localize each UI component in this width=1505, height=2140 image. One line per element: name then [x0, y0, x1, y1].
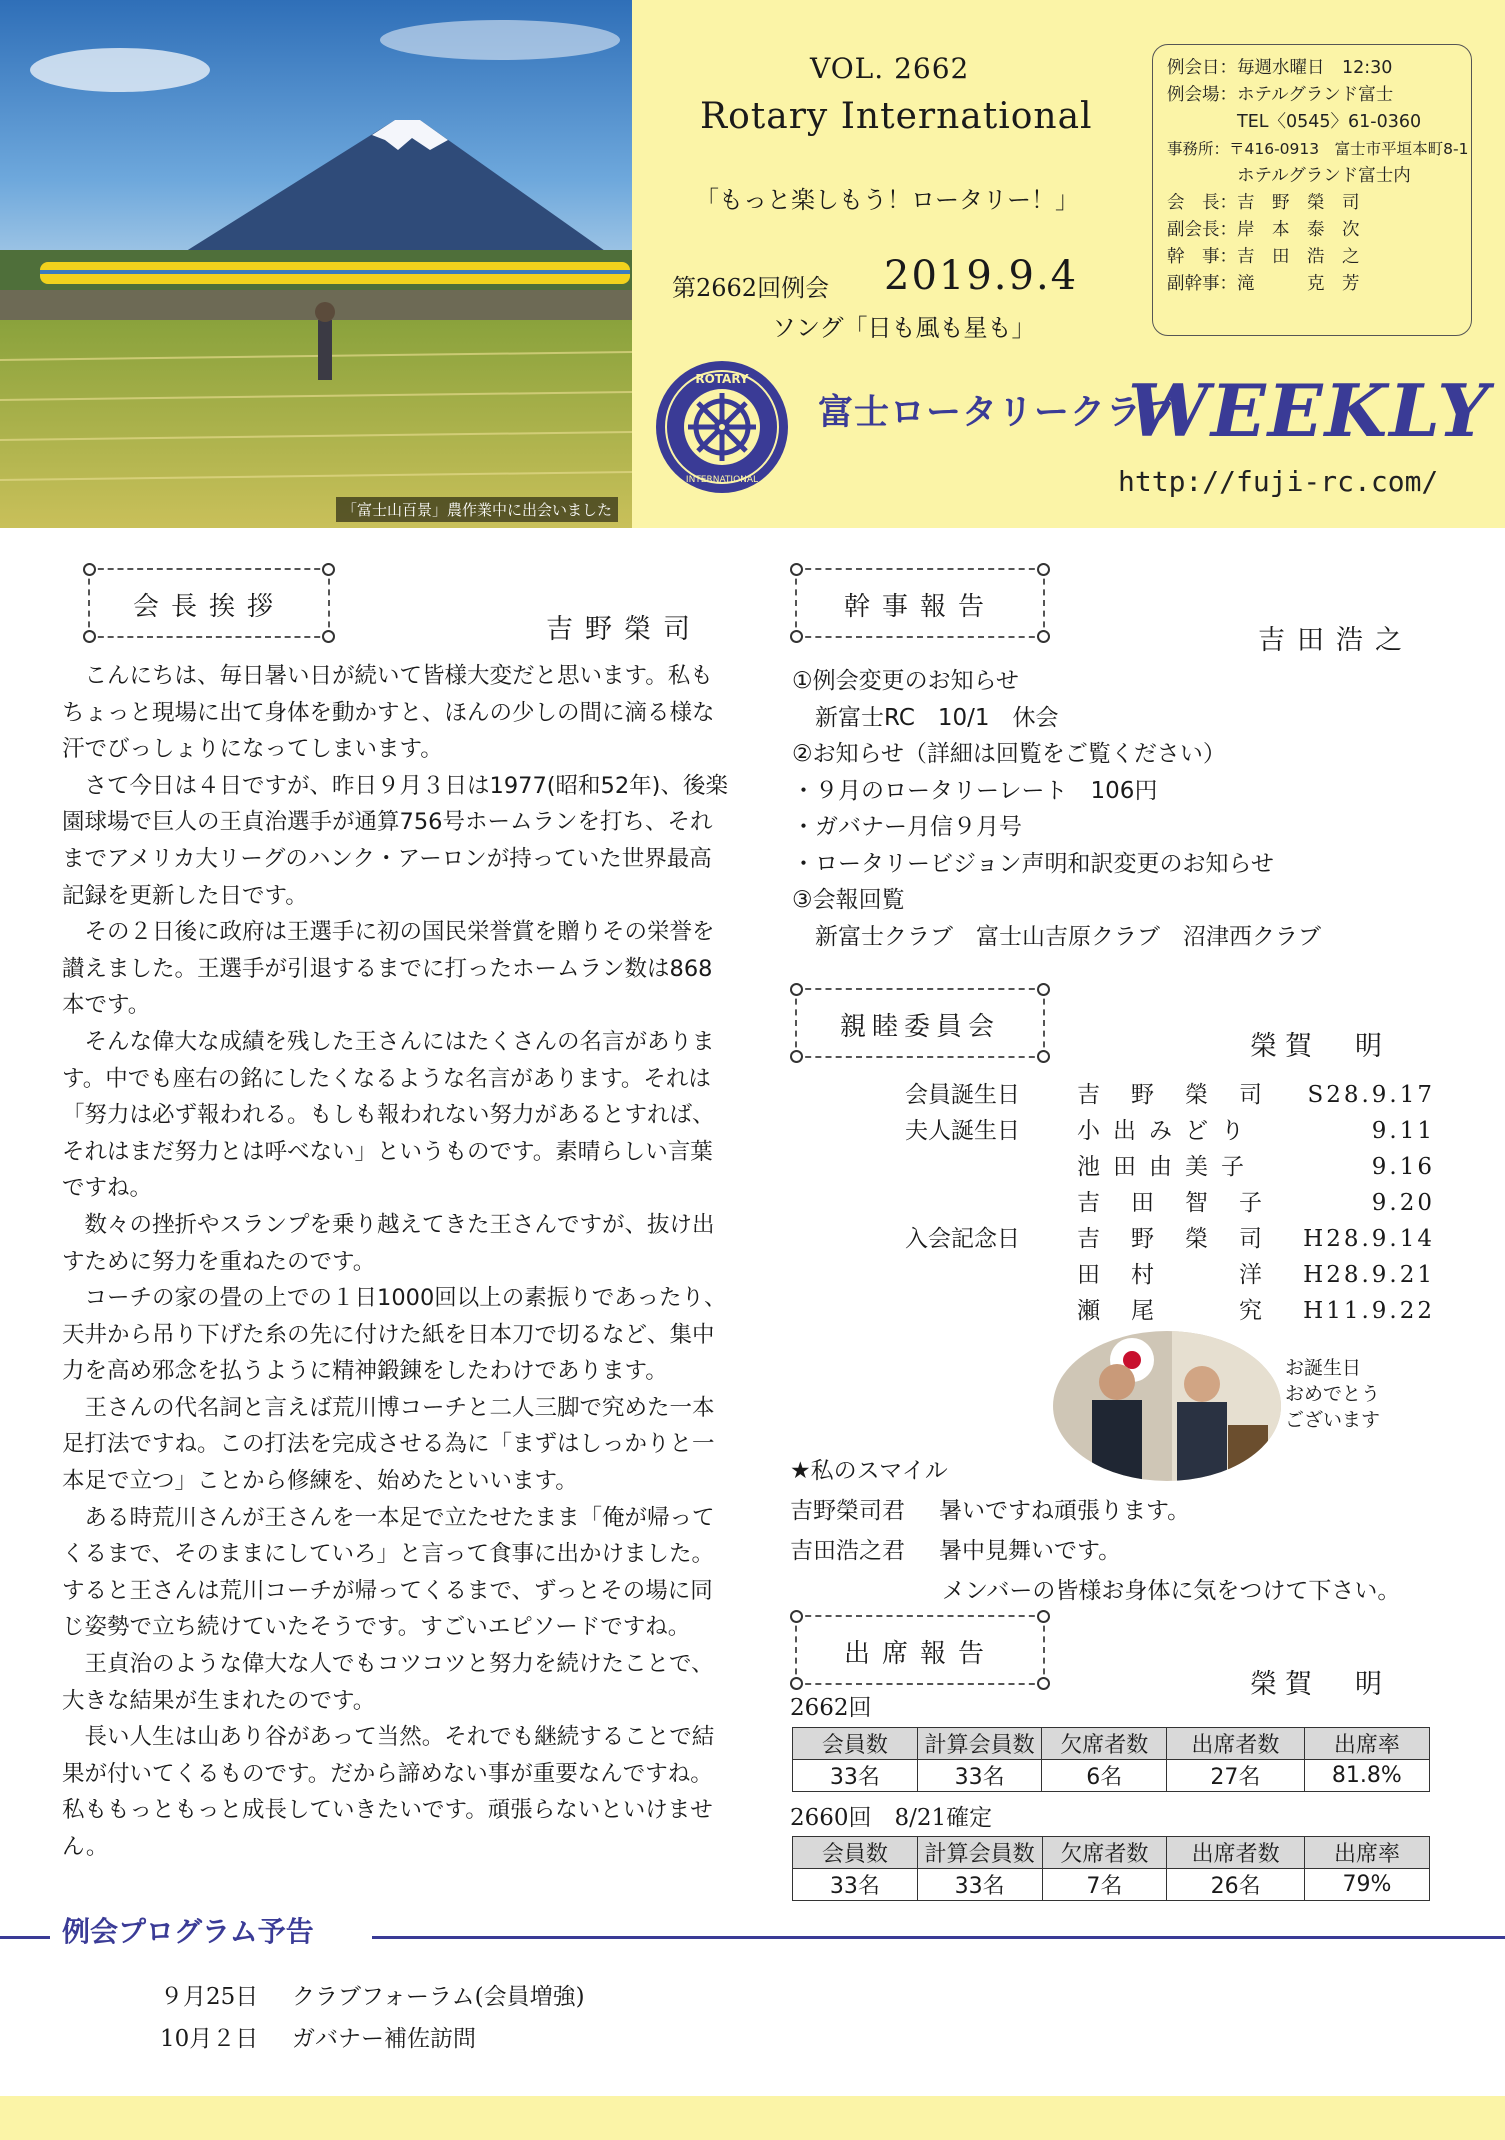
president-heading-frame [88, 568, 330, 638]
paragraph: 長い人生は山あり谷があって当然。それでも継続することで結果が付いてくるものです。だから諦めない事が重要なんですね。私ももっともっと成長していきたいです。頑張らないといけません。 [62, 1724, 715, 1860]
photo-caption: 「富士山百景」農作業中に出会いました [336, 497, 618, 522]
paragraph: 王貞治のような偉大な人でもコツコツと努力を続けたことで、大きな結果が生まれたのです。 [62, 1651, 714, 1714]
report-line: ・９月のロータリーレート 106円 [792, 777, 1158, 804]
member-name: 吉 野 榮 司 [1077, 1226, 1266, 1252]
info-line: 例会場：ホテルグランド富士 [1167, 85, 1394, 105]
anniversary-date: H28.9.21 [1303, 1262, 1435, 1288]
table-cell: 33名 [793, 1760, 918, 1792]
column-header: 出席者数 [1167, 1728, 1305, 1760]
column-header: 計算会員数 [917, 1837, 1042, 1869]
column-header: 計算会員数 [917, 1728, 1042, 1760]
paragraph: 王さんの代名詞と言えば荒川博コーチと二人三脚で究めた一本足打法ですね。この打法を完成させる為に「まずはしっかりと一本足で立つ」ことから修練を、始めたといいます。 [62, 1394, 715, 1495]
member-name: 田 村 洋 [1077, 1262, 1266, 1288]
category: 入会記念日 [905, 1226, 1020, 1252]
club-url[interactable]: http://fuji-rc.com/ [1118, 465, 1439, 498]
table-cell: 26名 [1167, 1869, 1305, 1901]
rotary-logo [652, 357, 792, 501]
table-cell: 33名 [917, 1869, 1042, 1901]
column-header: 会員数 [793, 1728, 918, 1760]
report-line: ③会報回覧 [792, 887, 905, 913]
attendance-table [792, 1727, 1430, 1792]
info-line: 幹 事：吉 田 浩 之 [1167, 247, 1360, 267]
member-name: 池田由美子 [1077, 1154, 1257, 1180]
attendance-table-label: 2662回 [790, 1695, 872, 1721]
program-date: 10月２日 [160, 2026, 259, 2052]
volume-number: VOL. 2662 [810, 52, 970, 85]
secretary-heading-frame [795, 568, 1045, 638]
table-cell: 6名 [1042, 1760, 1167, 1792]
info-line: 副幹事：滝 克 芳 [1167, 274, 1360, 294]
anniversary-date: 9.11 [1371, 1118, 1435, 1144]
attendance-table-label: 2660回 8/21確定 [790, 1805, 993, 1831]
member-name: 小出みどり [1077, 1118, 1257, 1144]
program-text: ガバナー補佐訪問 [292, 2026, 476, 2052]
info-line: 事務所：〒416-0913 富士市平垣本町8-1 [1167, 140, 1469, 158]
smile-title: ★私のスマイル [790, 1458, 948, 1484]
meeting-song: ソング「日も風も星も」 [772, 314, 1036, 342]
member-name: 瀬 尾 究 [1077, 1298, 1266, 1324]
info-line: 会 長：吉 野 榮 司 [1167, 193, 1360, 213]
anniversary-list [905, 1077, 1435, 1329]
column-header: 出席率 [1304, 1837, 1429, 1869]
anniversary-date: H28.9.14 [1303, 1226, 1435, 1252]
anniversary-date: 9.16 [1371, 1154, 1435, 1180]
club-name: 富士ロータリークラブ [818, 393, 1179, 433]
note-line: お誕生日 [1285, 1357, 1362, 1379]
smile-name: 吉田浩之君 [790, 1538, 905, 1564]
secretary-report [792, 663, 1321, 955]
smile-text: 暑中見舞いです。 [939, 1538, 1122, 1564]
category: 会員誕生日 [905, 1082, 1020, 1108]
table-cell: 7名 [1042, 1869, 1167, 1901]
program-text: クラブフォーラム(会員増強) [292, 1984, 585, 2010]
report-line: 新富士RC 10/1 休会 [792, 704, 1059, 731]
column-header: 出席率 [1304, 1728, 1429, 1760]
member-name: 吉 野 榮 司 [1077, 1082, 1266, 1108]
paragraph: さて今日は４日ですが、昨日９月３日は1977(昭和52年)、後楽園球場で巨人の王貞治選手が通算756号ホームランを打ち、それまでアメリカ大リーグのハンク・アーロンが持っていた世界最高記録を更新した日です。 [62, 772, 728, 909]
table-cell: 79% [1304, 1869, 1429, 1901]
logo-text-top: ROTARY [695, 372, 749, 386]
info-line: 副会長：岸 本 泰 次 [1167, 220, 1360, 240]
column-header: 欠席者数 [1042, 1728, 1167, 1760]
secretary-heading: 幹事報告 [843, 592, 996, 622]
meeting-number: 第2662回例会 [672, 274, 830, 302]
paragraph: その２日後に政府は王選手に初の国民栄誉賞を贈りその栄誉を讃えました。王選手が引退するまでに打ったホームラン数は868本です。 [62, 919, 715, 1019]
logo-text-bottom: INTERNATIONAL [685, 475, 759, 485]
report-line: ・ガバナー月信９月号 [792, 814, 1022, 840]
smile-extra: メンバーの皆様お身体に気をつけて下さい。 [942, 1578, 1401, 1604]
report-line: ②お知らせ（詳細は回覧をご覧ください） [792, 741, 1226, 767]
column-header: 欠席者数 [1042, 1837, 1167, 1869]
birthday-photo [1052, 1330, 1282, 1486]
note-line: おめでとう [1285, 1383, 1381, 1405]
organization-name: Rotary International [700, 96, 1093, 137]
table-cell: 33名 [917, 1760, 1042, 1792]
paragraph: そんな偉大な成績を残した王さんにはたくさんの名言があります。中でも座右の銘にしたくなるような名言があります。それは「努力は必ず報われる。もしも報われない努力があるとすれば、それはまだ努力とは呼べない」というものです。素晴らしい言葉ですね。 [62, 1028, 715, 1202]
anniversary-date: S28.9.17 [1307, 1082, 1435, 1108]
program-title: 例会プログラム予告 [62, 1915, 314, 1948]
member-name: 吉 田 智 子 [1077, 1190, 1266, 1216]
paragraph: ある時荒川さんが王さんを一本足で立たせたまま「俺が帰ってくるまで、そのままにしていろ」と言って食事に出かけました。すると王さんは荒川コーチが帰ってくるまで、ずっとその場に同じ姿勢で立ち続けていたそうです。すごいエピソードですね。 [62, 1504, 715, 1641]
attendance-author: 榮賀 明 [1250, 1669, 1390, 1700]
info-line: 例会日：毎週水曜日 12:30 [1167, 58, 1393, 78]
note-line: ございます [1285, 1409, 1381, 1431]
report-line: 新富士クラブ 富士山吉原クラブ 沼津西クラブ [792, 923, 1321, 950]
report-line: ・ロータリービジョン声明和訳変更のお知らせ [792, 850, 1274, 877]
fellowship-heading-frame [795, 988, 1045, 1058]
weekly-title: WEEKLY [1128, 368, 1491, 453]
theme-slogan: 「もっと楽しもう！ロータリー！」 [695, 186, 1079, 214]
anniversary-date: 9.20 [1371, 1190, 1435, 1216]
column-header: 会員数 [793, 1837, 918, 1869]
attendance-heading-frame [795, 1615, 1045, 1685]
anniversary-date: H11.9.22 [1303, 1298, 1435, 1324]
footer-band [0, 2096, 1505, 2140]
president-message [62, 658, 734, 1866]
secretary-author: 吉田浩之 [1258, 625, 1414, 656]
president-heading: 会長挨拶 [132, 592, 285, 622]
attendance-heading: 出席報告 [843, 1639, 996, 1669]
info-line: TEL〈0545〉61-0360 [1167, 112, 1422, 132]
category: 夫人誕生日 [905, 1118, 1020, 1144]
cover-photo [0, 0, 632, 528]
president-author: 吉野榮司 [546, 614, 702, 645]
smile-name: 吉野榮司君 [790, 1498, 905, 1524]
birthday-note [1285, 1355, 1380, 1433]
program-date: ９月25日 [160, 1984, 259, 2010]
fellowship-author: 榮賀 明 [1250, 1031, 1390, 1062]
table-cell: 27名 [1167, 1760, 1305, 1792]
smile-text: 暑いですね頑張ります。 [939, 1498, 1191, 1524]
paragraph: こんにちは、毎日暑い日が続いて皆様大変だと思います。私もちょっと現場に出て身体を動かすと、ほんの少しの間に滴る様な汗でびっしょりになってしまいます。 [62, 663, 715, 763]
table-cell: 81.8% [1304, 1760, 1429, 1792]
table-cell: 33名 [793, 1869, 918, 1901]
fellowship-heading: 親睦委員会 [839, 1012, 1000, 1042]
column-header: 出席者数 [1167, 1837, 1305, 1869]
club-info-box [1152, 44, 1472, 336]
info-line: ホテルグランド富士内 [1167, 166, 1411, 186]
report-line: ①例会変更のお知らせ [792, 668, 1019, 694]
paragraph: 数々の挫折やスランプを乗り越えてきた王さんですが、抜け出すために努力を重ねたのです。 [62, 1211, 715, 1275]
meeting-date: 2019.9.4 [884, 253, 1079, 299]
attendance-table [792, 1836, 1430, 1901]
paragraph: コーチの家の畳の上での１日1000回以上の素振りであったり、天井から吊り下げた糸の先に付けた紙を日本刀で切るなど、集中力を高め邪念を払うように精神鍛錬をしたわけであります。 [62, 1285, 727, 1385]
